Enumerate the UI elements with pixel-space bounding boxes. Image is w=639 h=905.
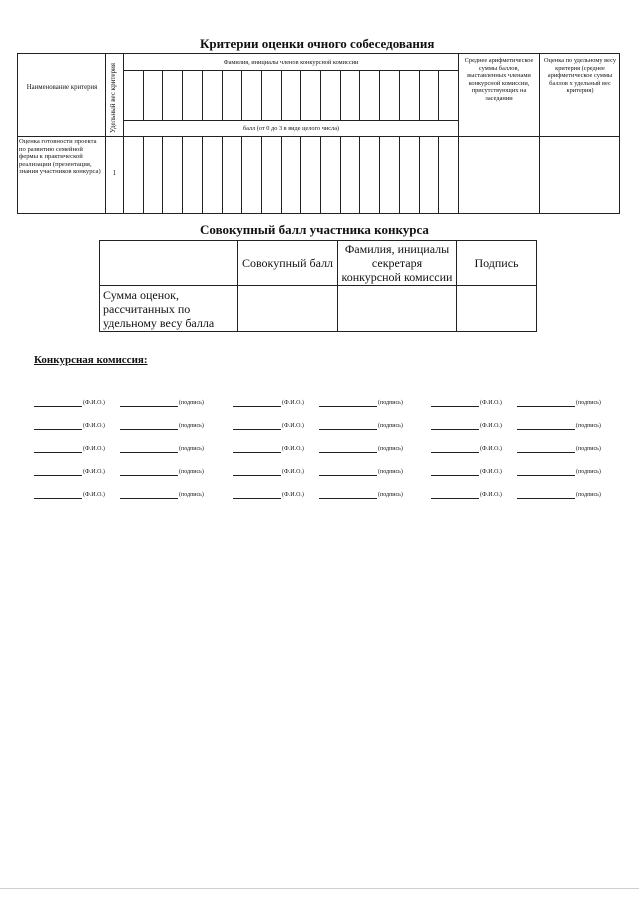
header-weight: Удельный вес критерия (109, 63, 117, 133)
secretary-cell[interactable] (338, 286, 457, 332)
score-column-divider (379, 136, 380, 214)
header-members: Фамилия, инициалы членов конкурсной комиссии (223, 59, 359, 66)
row-sum-label: Сумма оценок, рассчитанных по удельному весу балла (100, 286, 238, 332)
signature-line[interactable] (517, 406, 575, 407)
signature-line[interactable] (120, 406, 178, 407)
fio-caption: (Ф.И.О.) (83, 423, 105, 429)
fio-caption: (Ф.И.О.) (83, 400, 105, 406)
signature-line[interactable] (517, 452, 575, 453)
score-column-divider (419, 136, 420, 214)
signature-caption: (подпись) (179, 469, 204, 475)
score-column-divider (340, 136, 341, 214)
signature-line[interactable] (517, 498, 575, 499)
signature-caption: (подпись) (179, 446, 204, 452)
fio-line[interactable] (431, 498, 479, 499)
signature-line[interactable] (319, 498, 377, 499)
fio-caption: (Ф.И.О.) (282, 400, 304, 406)
signature-line[interactable] (120, 498, 178, 499)
signature-line[interactable] (319, 429, 377, 430)
signature-line[interactable] (319, 452, 377, 453)
score-column-divider (359, 136, 360, 214)
member-column-divider (419, 70, 420, 120)
header-weighted: Оценка по удельному весу критерия (среднее арифметическое суммы баллов х удельный вес критерия) (543, 57, 617, 95)
fio-caption: (Ф.И.О.) (282, 469, 304, 475)
member-column-divider (143, 70, 144, 120)
fio-caption: (Ф.И.О.) (282, 446, 304, 452)
total-score-cell[interactable] (238, 286, 338, 332)
member-column-divider (379, 70, 380, 120)
fio-caption: (Ф.И.О.) (480, 492, 502, 498)
signature-caption: (подпись) (576, 423, 601, 429)
fio-line[interactable] (34, 406, 82, 407)
signature-caption: (подпись) (378, 446, 403, 452)
signature-caption: (подпись) (179, 492, 204, 498)
header-average: Среднее арифметическое суммы баллов, выставленных членами конкурсной комиссии, присутствующих на заседании (464, 57, 534, 102)
criterion-cell: Оценка готовности проекта по развитию семейной фермы к практической реализации (презентация, знания участников конкурса) (19, 138, 101, 176)
fio-line[interactable] (233, 429, 281, 430)
signature-line[interactable] (319, 406, 377, 407)
signature-caption: (подпись) (576, 446, 601, 452)
score-column-divider (281, 136, 282, 214)
score-column-divider (320, 136, 321, 214)
col-total-score: Совокупный балл (238, 241, 338, 286)
member-column-divider (340, 70, 341, 120)
fio-caption: (Ф.И.О.) (83, 492, 105, 498)
signature-line[interactable] (120, 452, 178, 453)
signature-caption: (подпись) (378, 469, 403, 475)
member-column-divider (438, 70, 439, 120)
signature-caption: (подпись) (378, 400, 403, 406)
signature-line[interactable] (517, 475, 575, 476)
signature-caption: (подпись) (576, 492, 601, 498)
member-column-divider (182, 70, 183, 120)
commission-title: Конкурсная комиссия: (34, 354, 148, 366)
member-column-divider (241, 70, 242, 120)
member-column-divider (359, 70, 360, 120)
fio-caption: (Ф.И.О.) (282, 423, 304, 429)
signature-caption: (подпись) (179, 423, 204, 429)
signature-caption: (подпись) (576, 469, 601, 475)
member-column-divider (399, 70, 400, 120)
member-column-divider (162, 70, 163, 120)
fio-line[interactable] (34, 452, 82, 453)
signature-line[interactable] (319, 475, 377, 476)
score-column-divider (222, 136, 223, 214)
header-score-scale: балл (от 0 до 3 в виде целого числа) (242, 125, 340, 132)
signature-caption: (подпись) (576, 400, 601, 406)
page-bottom-rule (0, 888, 639, 889)
fio-line[interactable] (431, 475, 479, 476)
fio-caption: (Ф.И.О.) (480, 423, 502, 429)
fio-caption: (Ф.И.О.) (480, 446, 502, 452)
empty-corner-cell (100, 241, 238, 286)
fio-line[interactable] (233, 475, 281, 476)
fio-line[interactable] (431, 452, 479, 453)
fio-line[interactable] (34, 498, 82, 499)
score-column-divider (399, 136, 400, 214)
member-column-divider (320, 70, 321, 120)
fio-caption: (Ф.И.О.) (83, 469, 105, 475)
signature-line[interactable] (517, 429, 575, 430)
fio-caption: (Ф.И.О.) (480, 469, 502, 475)
fio-line[interactable] (233, 498, 281, 499)
score-column-divider (438, 136, 439, 214)
signature-caption: (подпись) (378, 492, 403, 498)
col-signature: Подпись (457, 241, 537, 286)
member-column-divider (281, 70, 282, 120)
fio-line[interactable] (34, 475, 82, 476)
member-column-divider (300, 70, 301, 120)
fio-line[interactable] (233, 452, 281, 453)
col-secretary: Фамилия, инициалы секретаря конкурсной комиссии (338, 241, 457, 286)
fio-caption: (Ф.И.О.) (83, 446, 105, 452)
signature-caption: (подпись) (179, 400, 204, 406)
fio-line[interactable] (431, 429, 479, 430)
score-column-divider (241, 136, 242, 214)
signature-caption: (подпись) (378, 423, 403, 429)
member-column-divider (222, 70, 223, 120)
signature-cell[interactable] (457, 286, 537, 332)
score-column-divider (162, 136, 163, 214)
fio-caption: (Ф.И.О.) (282, 492, 304, 498)
score-column-divider (300, 136, 301, 214)
member-column-divider (261, 70, 262, 120)
signature-line[interactable] (120, 475, 178, 476)
total-score-table (99, 240, 537, 332)
criteria-title: Критерии оценки очного собеседования (200, 36, 435, 51)
fio-caption: (Ф.И.О.) (480, 400, 502, 406)
fio-line[interactable] (233, 406, 281, 407)
signature-line[interactable] (120, 429, 178, 430)
header-criterion-name: Наименование критерия (26, 84, 98, 91)
score-column-divider (182, 136, 183, 214)
member-column-divider (202, 70, 203, 120)
weight-cell: 1 (112, 169, 117, 177)
fio-line[interactable] (431, 406, 479, 407)
score-column-divider (261, 136, 262, 214)
score-column-divider (143, 136, 144, 214)
fio-line[interactable] (34, 429, 82, 430)
score-column-divider (202, 136, 203, 214)
total-score-title: Совокупный балл участника конкурса (200, 222, 429, 237)
